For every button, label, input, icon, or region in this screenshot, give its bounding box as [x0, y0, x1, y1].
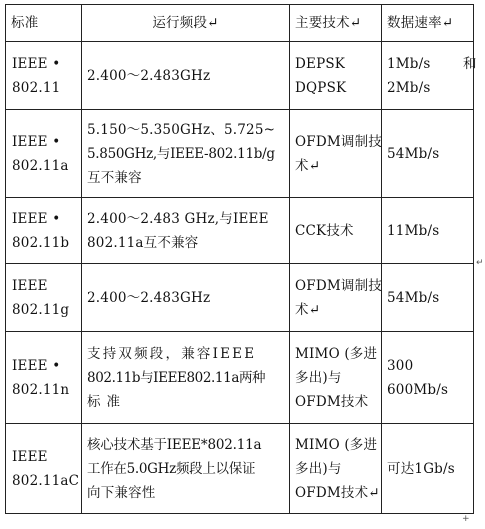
technology-text: MIMO (多进: [295, 436, 378, 453]
technology-cell: [290, 424, 382, 514]
band-cell: [82, 264, 290, 332]
rate-cell: [382, 42, 477, 110]
table-row: [6, 198, 474, 264]
technology-text: 多出)与: [295, 369, 342, 386]
technology-cell: [290, 332, 382, 424]
standard-name: IEEE •: [12, 210, 61, 227]
technology-text: OFDM调制技: [295, 277, 382, 294]
table-header-row: [6, 5, 474, 42]
technology-text: DQPSK: [295, 79, 347, 96]
technology-text: OFDM技术↵: [295, 484, 380, 501]
technology-text: OFDM技术: [295, 393, 369, 410]
rate-text: 可达1Gb/s: [387, 460, 455, 477]
band-text: 802.11a互不兼容: [87, 234, 199, 251]
rate-text: 11Mb/s: [387, 222, 440, 239]
band-text: 标准: [87, 393, 126, 410]
technology-text: MIMO (多进: [295, 345, 378, 362]
standard-version: 802.11: [12, 79, 61, 96]
table-end-mark: +: [462, 514, 470, 524]
table-row: [6, 264, 474, 332]
band-text: 向下兼容性: [87, 484, 156, 501]
rate-cell: [382, 110, 474, 198]
standard-name: IEEE: [12, 277, 48, 294]
band-text: 5.150～5.350GHz、5.725~: [87, 121, 276, 138]
standard-name: IEEE: [12, 448, 48, 465]
standard-version: 802.11a: [12, 157, 69, 174]
table-row: [6, 42, 474, 110]
rate-text: 600Mb/s: [387, 381, 449, 398]
standard-name: IEEE •: [12, 133, 61, 150]
technology-text: DEPSK: [295, 55, 346, 72]
technology-text: 术↵: [295, 301, 321, 318]
standard-cell: [6, 424, 82, 514]
band-text: 2.400～2.483GHz: [87, 289, 211, 306]
band-text: 工作在5.0GHz频段上以保证: [87, 460, 256, 477]
technology-cell: [290, 110, 382, 198]
rate-cell: [382, 332, 474, 424]
band-text: 互不兼容: [87, 169, 142, 186]
technology-cell: [290, 264, 382, 332]
rate-text: 2Mb/s: [387, 79, 431, 96]
rate-text: 300: [387, 357, 414, 374]
standard-cell: [6, 264, 82, 332]
table-row: [6, 110, 474, 198]
table-row: [6, 332, 474, 424]
rate-cell: [382, 264, 474, 332]
standard-cell: [6, 198, 82, 264]
standard-name: IEEE •: [12, 357, 61, 374]
rate-text: 54Mb/s: [387, 289, 440, 306]
standard-version: 802.11g: [12, 301, 70, 318]
technology-cell: [290, 42, 382, 110]
band-text: 5.850GHz,与IEEE-802.11b/g: [87, 145, 275, 162]
rate-text: 1Mb/s 和: [387, 55, 477, 72]
band-text: 802.11b与IEEE802.11a两种: [87, 369, 266, 386]
standard-cell: [6, 332, 82, 424]
standard-cell: [6, 110, 82, 198]
standard-version: 802.11n: [12, 381, 70, 398]
header-technology: 主要技术↵: [290, 5, 382, 42]
band-text: 2.400～2.483GHz: [87, 67, 211, 84]
rate-cell: [382, 198, 474, 264]
technology-text: 术↵: [295, 157, 321, 174]
band-cell: [82, 198, 290, 264]
band-text: 2.400～2.483 GHz,与IEEE: [87, 210, 269, 227]
rate-text: 54Mb/s: [387, 145, 440, 162]
standard-version: 802.11aC: [12, 472, 80, 489]
standard-name: IEEE •: [12, 55, 61, 72]
band-text: 核心技术基于IEEE*802.11a: [87, 436, 262, 453]
wifi-standards-table: [5, 4, 477, 514]
band-cell: [82, 110, 290, 198]
rate-cell: [382, 424, 474, 514]
table-row: [6, 424, 474, 514]
technology-text: 多出)与: [295, 460, 342, 477]
header-band: 运行频段↵: [82, 5, 290, 42]
band-cell: [82, 42, 290, 110]
band-cell: [82, 424, 290, 514]
paragraph-mark: ↵: [476, 258, 484, 268]
header-data-rate: 数据速率↵: [382, 5, 474, 42]
band-cell: [82, 332, 290, 424]
technology-text: OFDM调制技: [295, 133, 382, 150]
technology-cell: [290, 198, 382, 264]
standard-version: 802.11b: [12, 234, 70, 251]
band-text: 支持双频段，兼容IEEE: [87, 345, 257, 362]
technology-text: CCK技术: [295, 222, 354, 239]
header-standard: 标准: [6, 5, 82, 42]
standard-cell: [6, 42, 82, 110]
